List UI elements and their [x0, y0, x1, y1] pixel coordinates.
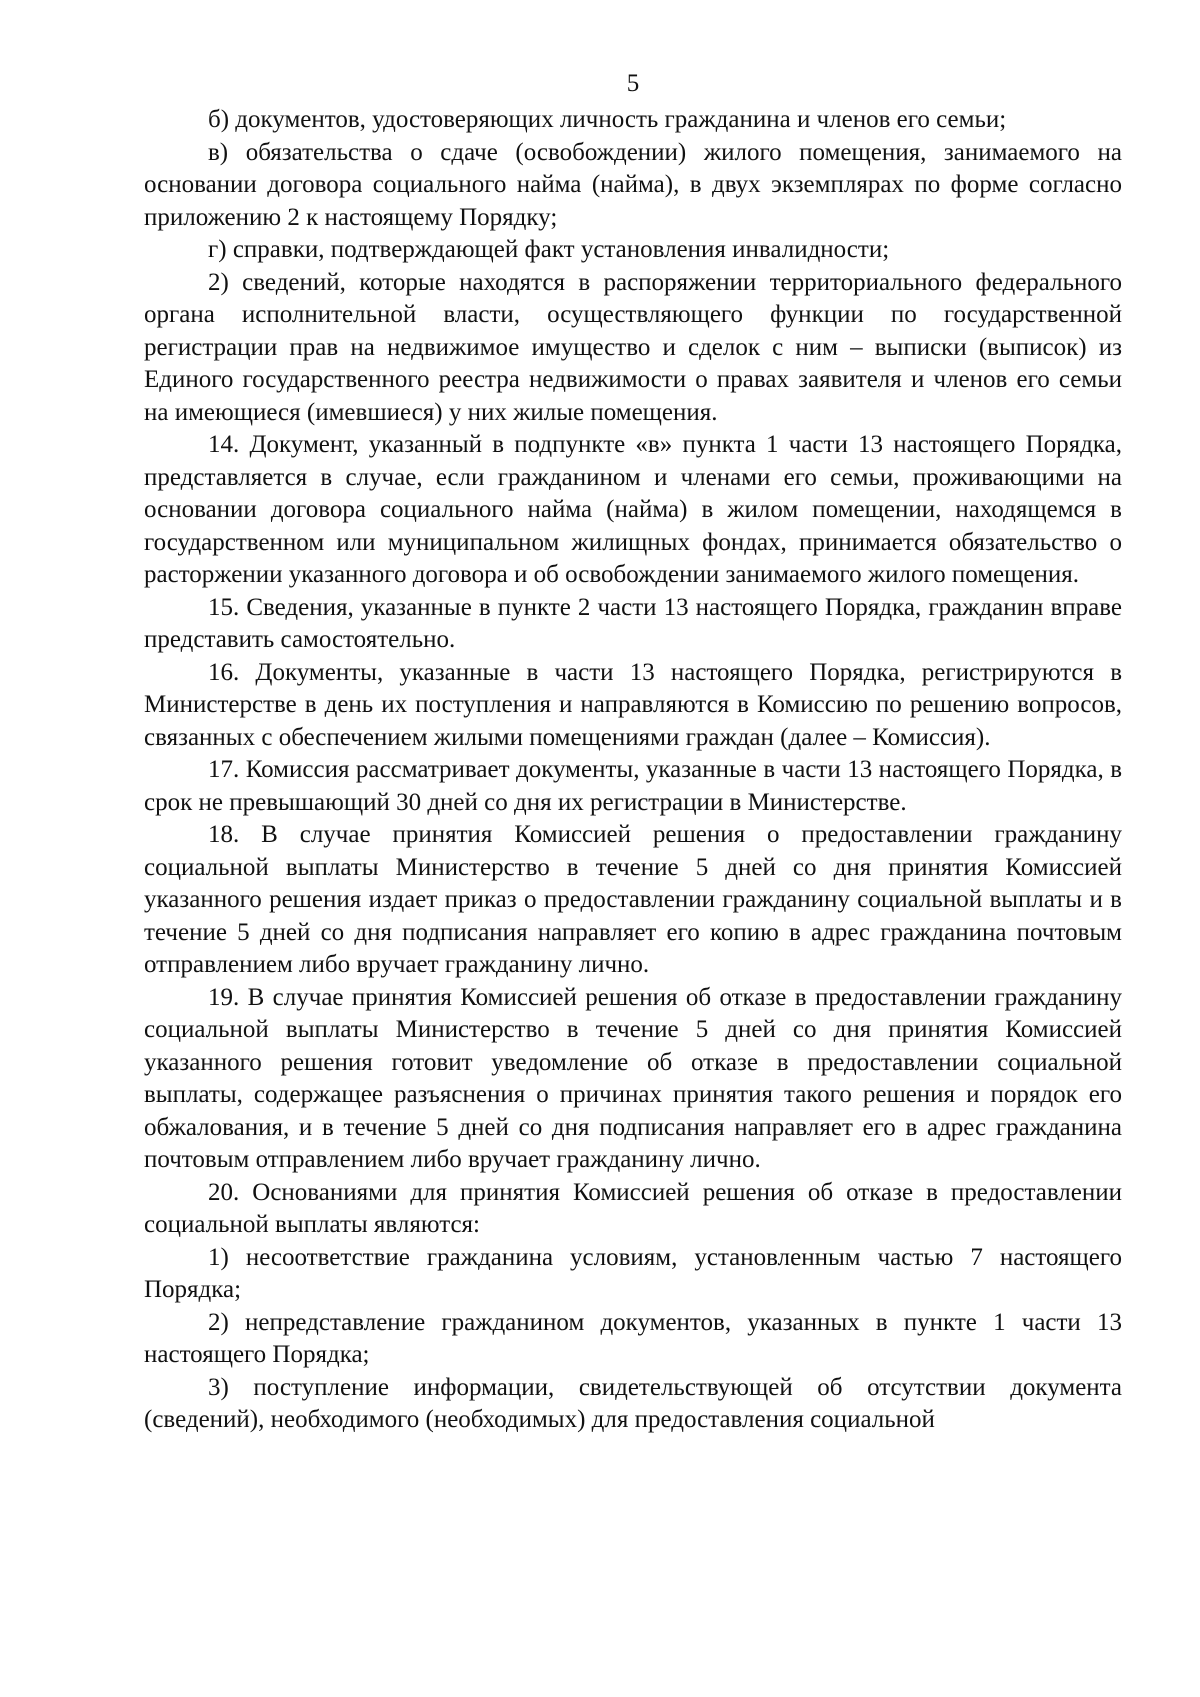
paragraph-20-3: 3) поступление информации, свидетельствующей об отсутствии документа (сведений), необходимого (необходимых) для предоставления социальной [144, 1373, 1122, 1433]
paragraph-20-2: 2) непредставление гражданином документов, указанных в пункте 1 части 13 настоящего Порядка; [144, 1308, 1122, 1368]
paragraph-20-1: 1) несоответствие гражданина условиям, установленным частью 7 настоящего Порядка; [144, 1243, 1122, 1303]
document-page [144, 64, 1122, 1437]
paragraph-13-1-b: б) документов, удостоверяющих личность гражданина и членов его семьи; [208, 106, 1007, 133]
paragraph-13-2: 2) сведений, которые находятся в распоряжении территориального федерального органа исполнительной власти, осуществляющего функции по государственной регистрации прав на недвижимое имущество и сделок с ним – выписки (выписок) из Единого государственного реестра недвижимости о правах заявителя и членов его семьи на имеющиеся (имевшиеся) у них жилые помещения. [144, 268, 1122, 426]
page-number: 5 [626, 70, 640, 97]
paragraph-16: 16. Документы, указанные в части 13 настоящего Порядка, регистрируются в Министерстве в день их поступления и направляются в Комиссию по решению вопросов, связанных с обеспечением жилыми помещениями граждан (далее – Комиссия). [144, 658, 1122, 751]
paragraph-13-1-g: г) справки, подтверждающей факт установления инвалидности; [208, 236, 890, 263]
paragraph-20: 20. Основаниями для принятия Комиссией решения об отказе в предоставлении социальной выплаты являются: [144, 1178, 1122, 1238]
paragraph-14: 14. Документ, указанный в подпункте «в» пункта 1 части 13 настоящего Порядка, представляется в случае, если гражданином и членами его семьи, проживающими на основании договора социального найма (найма) в жилом помещении, находящемся в государственном или муниципальном жилищных фондах, принимается обязательство о расторжении указанного договора и об освобождении занимаемого жилого помещения. [144, 431, 1122, 588]
paragraph-18: 18. В случае принятия Комиссией решения о предоставлении гражданину социальной выплаты Министерство в течение 5 дней со дня принятия Комиссией указанного решения издает приказ о предоставлении гражданину социальной выплаты и в течение 5 дней со дня подписания направляет его копию в адрес гражданина почтовым отправлением либо вручает гражданину лично. [144, 821, 1122, 978]
paragraph-17: 17. Комиссия рассматривает документы, указанные в части 13 настоящего Порядка, в срок не превышающий 30 дней со дня их регистрации в Министерстве. [144, 756, 1122, 816]
paragraph-19: 19. В случае принятия Комиссией решения об отказе в предоставлении гражданину социальной выплаты Министерство в течение 5 дней со дня принятия Комиссией указанного решения готовит уведомление об отказе в предоставлении социальной выплаты, содержащее разъяснения о причинах принятия такого решения и порядок его обжалования, и в течение 5 дней со дня подписания направляет его в адрес гражданина почтовым отправлением либо вручает гражданину лично. [144, 983, 1122, 1173]
paragraph-15: 15. Сведения, указанные в пункте 2 части 13 настоящего Порядка, гражданин вправе представить самостоятельно. [144, 593, 1122, 653]
paragraph-13-1-v: в) обязательства о сдаче (освобождении) жилого помещения, занимаемого на основании договора социального найма (найма), в двух экземплярах по форме согласно приложению 2 к настоящему Порядку; [144, 138, 1122, 231]
